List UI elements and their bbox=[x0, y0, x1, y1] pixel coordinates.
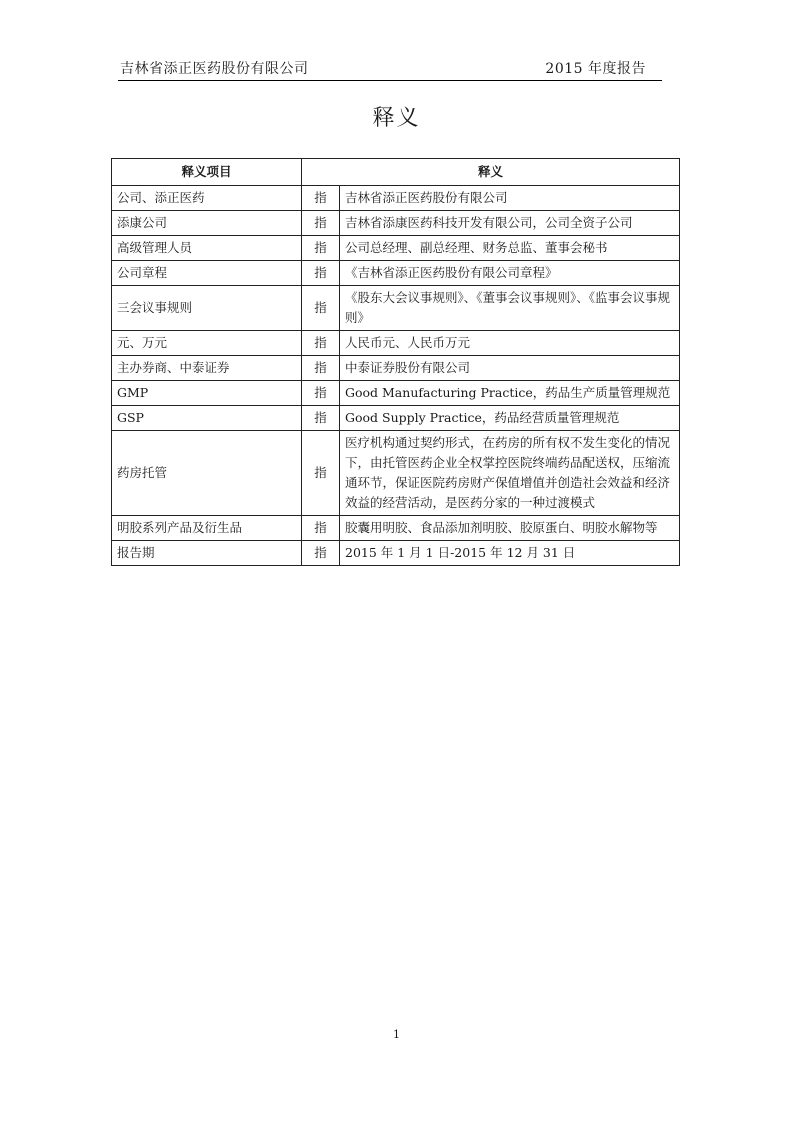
row-definition: 2015 年 1 月 1 日-2015 年 12 月 31 日 bbox=[340, 541, 680, 566]
table-row bbox=[112, 186, 680, 211]
row-refers: 指 bbox=[302, 236, 340, 261]
row-refers: 指 bbox=[302, 261, 340, 286]
row-definition: 胶囊用明胶、食品添加剂明胶、胶原蛋白、明胶水解物等 bbox=[340, 516, 680, 541]
row-definition: 吉林省添康医药科技开发有限公司，公司全资子公司 bbox=[340, 211, 680, 236]
row-item: GMP bbox=[112, 381, 302, 406]
row-item: 高级管理人员 bbox=[112, 236, 302, 261]
row-refers: 指 bbox=[302, 431, 340, 516]
table-row bbox=[112, 356, 680, 381]
page-number: 1 bbox=[393, 1028, 400, 1041]
row-refers: 指 bbox=[302, 381, 340, 406]
row-item: 公司、添正医药 bbox=[112, 186, 302, 211]
row-definition: 中泰证券股份有限公司 bbox=[340, 356, 680, 381]
row-refers: 指 bbox=[302, 331, 340, 356]
page-title: 释义 bbox=[372, 106, 421, 131]
row-item: 报告期 bbox=[112, 541, 302, 566]
row-refers: 指 bbox=[302, 516, 340, 541]
row-item: 药房托管 bbox=[112, 431, 302, 516]
row-refers: 指 bbox=[302, 211, 340, 236]
row-refers: 指 bbox=[302, 356, 340, 381]
row-definition: 公司总经理、副总经理、财务总监、董事会秘书 bbox=[340, 236, 680, 261]
row-definition: 吉林省添正医药股份有限公司 bbox=[340, 186, 680, 211]
table-row bbox=[112, 211, 680, 236]
row-item: 三会议事规则 bbox=[112, 286, 302, 331]
table-row bbox=[112, 331, 680, 356]
page-header bbox=[118, 58, 662, 81]
header-company-name: 吉林省添正医药股份有限公司 bbox=[120, 61, 309, 77]
row-definition: 《股东大会议事规则》、《董事会议事规则》、《监事会议事规则》 bbox=[340, 286, 680, 331]
row-definition: 《吉林省添正医药股份有限公司章程》 bbox=[340, 261, 680, 286]
table-row bbox=[112, 406, 680, 431]
row-item: 主办券商、中泰证券 bbox=[112, 356, 302, 381]
row-refers: 指 bbox=[302, 186, 340, 211]
table-row bbox=[112, 286, 680, 331]
table-row bbox=[112, 541, 680, 566]
row-refers: 指 bbox=[302, 286, 340, 331]
table-row bbox=[112, 261, 680, 286]
row-definition: Good Supply Practice，药品经营质量管理规范 bbox=[340, 406, 680, 431]
row-item: 明胶系列产品及衍生品 bbox=[112, 516, 302, 541]
row-item: 公司章程 bbox=[112, 261, 302, 286]
table-row bbox=[112, 236, 680, 261]
table-row bbox=[112, 516, 680, 541]
row-definition: 人民币元、人民币万元 bbox=[340, 331, 680, 356]
row-item: 元、万元 bbox=[112, 331, 302, 356]
header-cell-item: 释义项目 bbox=[112, 159, 302, 186]
row-refers: 指 bbox=[302, 406, 340, 431]
row-refers: 指 bbox=[302, 541, 340, 566]
row-definition: Good Manufacturing Practice，药品生产质量管理规范 bbox=[340, 381, 680, 406]
row-item: 添康公司 bbox=[112, 211, 302, 236]
header-cell-definition: 释义 bbox=[302, 159, 680, 186]
table-row bbox=[112, 381, 680, 406]
row-item: GSP bbox=[112, 406, 302, 431]
table-header-row bbox=[112, 159, 680, 186]
definitions-table bbox=[111, 158, 680, 566]
table-row bbox=[112, 431, 680, 516]
header-report-title: 2015 年度报告 bbox=[545, 61, 646, 77]
row-definition: 医疗机构通过契约形式，在药房的所有权不发生变化的情况下，由托管医药企业全权掌控医院终端药品配送权，压缩流通环节，保证医院药房财产保值增值并创造社会效益和经济效益的经营活动，是医药分家的一种过渡模式 bbox=[340, 431, 680, 516]
